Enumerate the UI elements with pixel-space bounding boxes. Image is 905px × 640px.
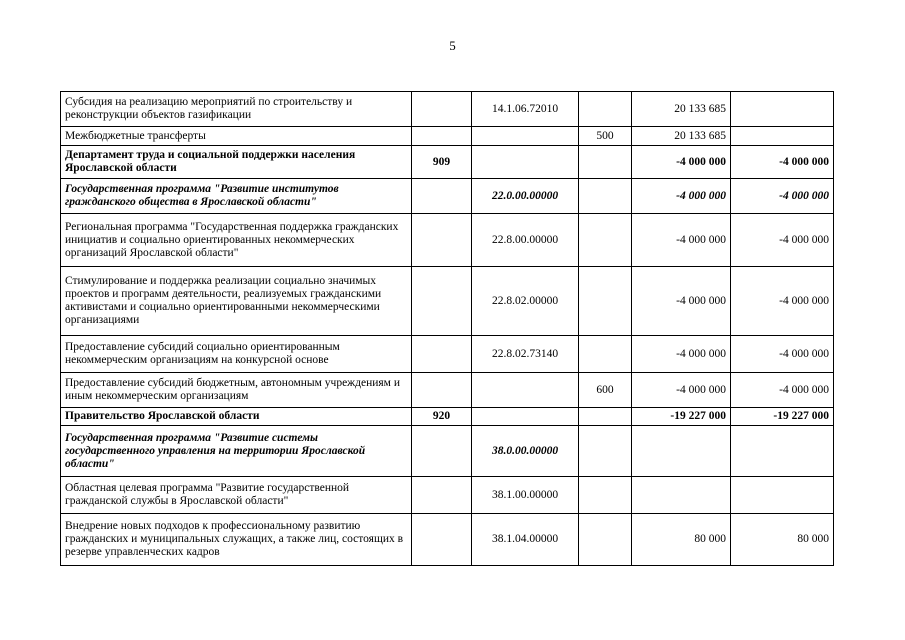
- row-ved: 909: [412, 146, 472, 179]
- row-code: 38.1.04.00000: [472, 514, 579, 566]
- row-name: Субсидия на реализацию мероприятий по строительству и реконструкции объектов газификации: [61, 92, 412, 127]
- row-sum-1: -4 000 000: [632, 336, 731, 373]
- row-sum-1: -4 000 000: [632, 373, 731, 408]
- row-ved: [412, 373, 472, 408]
- table-row: [61, 146, 834, 179]
- table-row: [61, 373, 834, 408]
- row-sum-2: -4 000 000: [731, 214, 834, 267]
- row-name: Правительство Ярославской области: [61, 408, 412, 426]
- row-sum-1: 20 133 685: [632, 127, 731, 146]
- row-sum-2: -4 000 000: [731, 146, 834, 179]
- row-kvr: [579, 477, 632, 514]
- page-number: 5: [449, 38, 456, 53]
- table-row: [61, 127, 834, 146]
- row-sum-1: [632, 426, 731, 477]
- row-name: Департамент труда и социальной поддержки населения Ярославской области: [61, 146, 412, 179]
- table-row: [61, 214, 834, 267]
- row-kvr: [579, 92, 632, 127]
- row-name: Региональная программа "Государственная поддержка гражданских инициатив и социально ориентированных некоммерческих организаций Ярославской области": [61, 214, 412, 267]
- row-sum-2: -19 227 000: [731, 408, 834, 426]
- row-ved: [412, 92, 472, 127]
- table-row: [61, 408, 834, 426]
- row-kvr: [579, 267, 632, 336]
- row-ved: 920: [412, 408, 472, 426]
- table-row: [61, 336, 834, 373]
- row-kvr: [579, 514, 632, 566]
- row-sum-1: [632, 477, 731, 514]
- row-sum-2: [731, 426, 834, 477]
- row-ved: [412, 514, 472, 566]
- row-sum-2: [731, 92, 834, 127]
- row-name: Предоставление субсидий социально ориентированным некоммерческим организациям на конкурсной основе: [61, 336, 412, 373]
- table-row: [61, 514, 834, 566]
- table-row: [61, 92, 834, 127]
- row-sum-1: -4 000 000: [632, 214, 731, 267]
- row-code: 22.8.00.00000: [472, 214, 579, 267]
- row-code: 14.1.06.72010: [472, 92, 579, 127]
- row-kvr: [579, 214, 632, 267]
- row-code: 38.1.00.00000: [472, 477, 579, 514]
- row-kvr: [579, 179, 632, 214]
- row-code: 22.8.02.00000: [472, 267, 579, 336]
- row-sum-1: -19 227 000: [632, 408, 731, 426]
- row-kvr: [579, 336, 632, 373]
- row-sum-2: 80 000: [731, 514, 834, 566]
- row-sum-1: -4 000 000: [632, 146, 731, 179]
- row-name: Предоставление субсидий бюджетным, автономным учреждениям и иным некоммерческим организациям: [61, 373, 412, 408]
- row-ved: [412, 214, 472, 267]
- row-sum-2: [731, 127, 834, 146]
- row-code: 38.0.00.00000: [472, 426, 579, 477]
- row-kvr: 500: [579, 127, 632, 146]
- row-ved: [412, 477, 472, 514]
- row-name: Государственная программа "Развитие институтов гражданского общества в Ярославской области": [61, 179, 412, 214]
- row-sum-1: -4 000 000: [632, 267, 731, 336]
- row-name: Государственная программа "Развитие системы государственного управления на территории Ярославской области": [61, 426, 412, 477]
- row-code: [472, 373, 579, 408]
- row-sum-1: 20 133 685: [632, 92, 731, 127]
- row-sum-1: 80 000: [632, 514, 731, 566]
- row-kvr: 600: [579, 373, 632, 408]
- row-name: Межбюджетные трансферты: [61, 127, 412, 146]
- row-ved: [412, 426, 472, 477]
- row-ved: [412, 267, 472, 336]
- row-sum-2: [731, 477, 834, 514]
- table-row: [61, 426, 834, 477]
- row-code: [472, 127, 579, 146]
- row-name: Областная целевая программа "Развитие государственной гражданской службы в Ярославской области": [61, 477, 412, 514]
- row-ved: [412, 336, 472, 373]
- row-code: [472, 408, 579, 426]
- budget-table-body: [61, 92, 834, 566]
- row-kvr: [579, 408, 632, 426]
- budget-table: [60, 91, 834, 566]
- row-ved: [412, 179, 472, 214]
- row-ved: [412, 127, 472, 146]
- row-name: Внедрение новых подходов к профессиональному развитию гражданских и муниципальных служащих, а также лиц, состоящих в резерве управленческих кадров: [61, 514, 412, 566]
- row-kvr: [579, 426, 632, 477]
- row-sum-2: -4 000 000: [731, 267, 834, 336]
- row-sum-1: -4 000 000: [632, 179, 731, 214]
- row-code: 22.0.00.00000: [472, 179, 579, 214]
- row-kvr: [579, 146, 632, 179]
- row-name: Стимулирование и поддержка реализации социально значимых проектов и программ деятельности, реализуемых гражданскими активистами и социально ориентированными некоммерческими организациями: [61, 267, 412, 336]
- row-code: 22.8.02.73140: [472, 336, 579, 373]
- table-row: [61, 179, 834, 214]
- table-row: [61, 267, 834, 336]
- table-row: [61, 477, 834, 514]
- row-sum-2: -4 000 000: [731, 373, 834, 408]
- row-sum-2: -4 000 000: [731, 336, 834, 373]
- row-sum-2: -4 000 000: [731, 179, 834, 214]
- row-code: [472, 146, 579, 179]
